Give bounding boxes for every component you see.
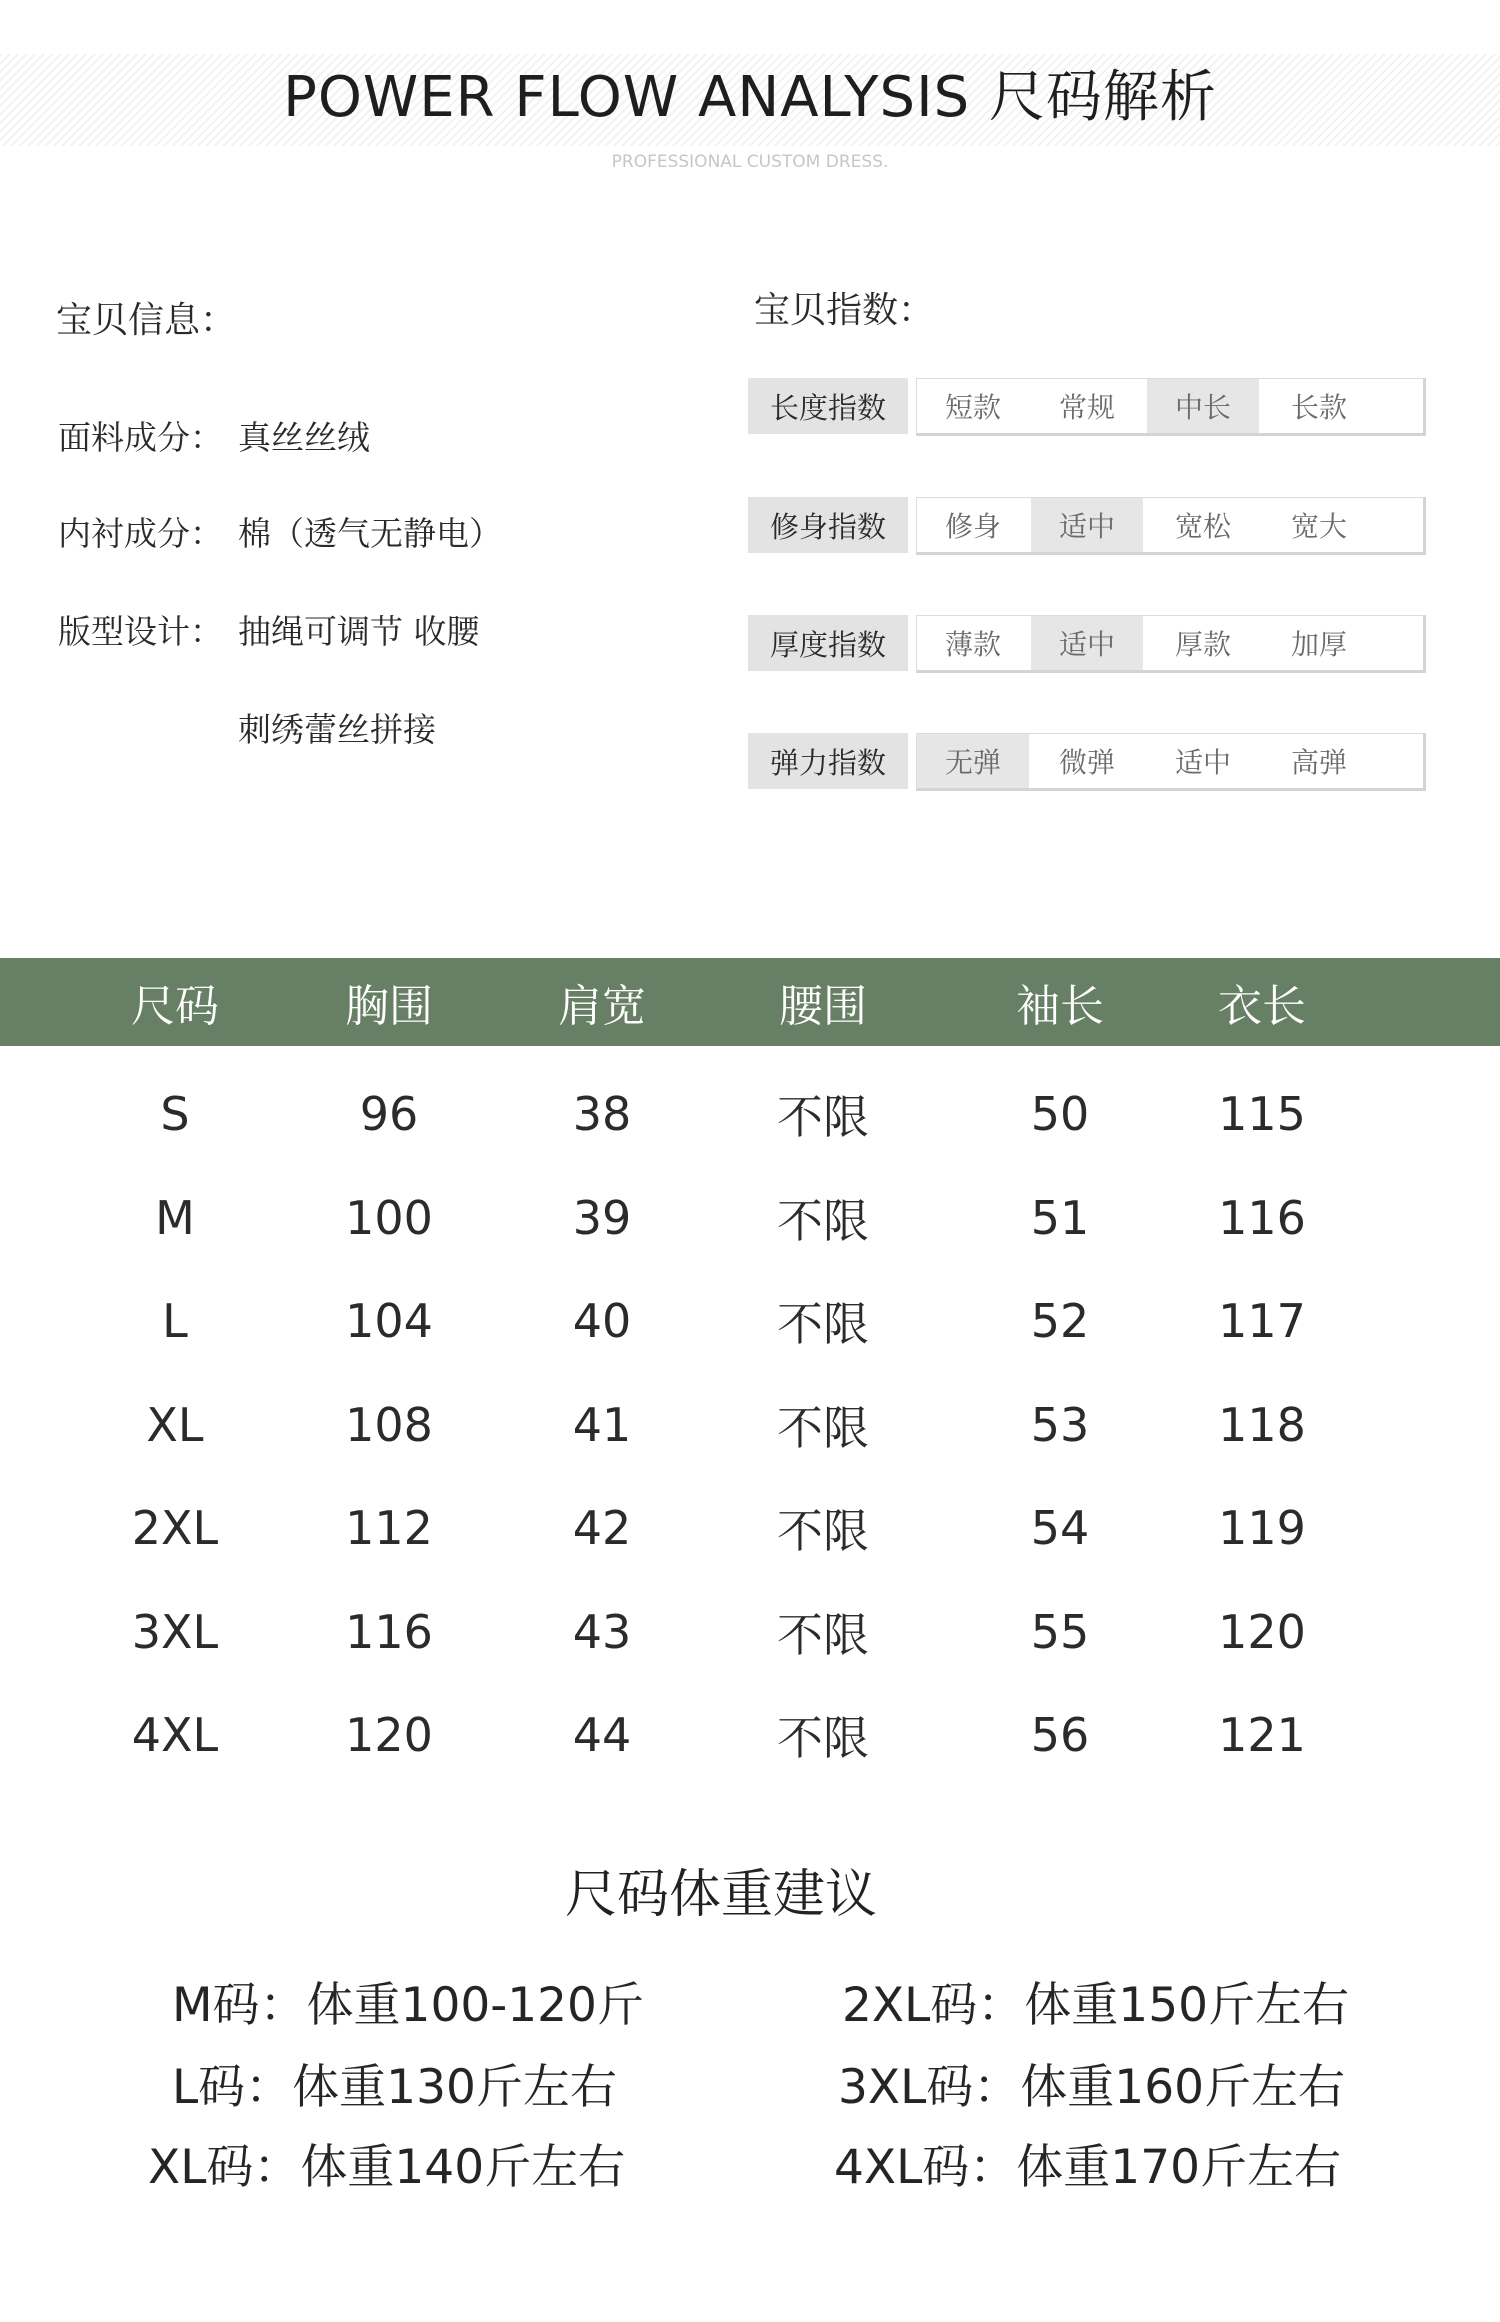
column-header: 衣长 — [1218, 981, 1306, 1032]
index-row — [748, 378, 1424, 436]
table-cell: 41 — [572, 1397, 632, 1452]
table-cell: XL — [146, 1397, 204, 1452]
table-cell: 44 — [572, 1708, 632, 1762]
index-option: 加厚 — [1290, 628, 1347, 661]
info-value: 抽绳可调节 收腰 — [238, 612, 480, 651]
table-cell: 53 — [1030, 1397, 1090, 1452]
info-row-design — [58, 606, 480, 653]
table-cell: 3XL — [131, 1604, 219, 1659]
table-row — [0, 1166, 1500, 1270]
table-row — [0, 1062, 1500, 1166]
table-cell: 不限 — [777, 1711, 869, 1765]
table-cell: 116 — [1218, 1190, 1306, 1245]
table-cell: 104 — [345, 1294, 433, 1348]
info-row-fabric — [58, 412, 370, 459]
weight-advice-item: M码：体重100-120斤 — [172, 1978, 644, 2033]
index-label: 厚度指数 — [748, 615, 908, 671]
page-title: POWER FLOW ANALYSIS 尺码解析 — [283, 65, 1217, 130]
column-header: 胸围 — [345, 981, 433, 1032]
table-cell: 不限 — [777, 1607, 869, 1662]
table-cell: 50 — [1030, 1087, 1090, 1141]
table-row — [0, 1373, 1500, 1477]
table-row — [0, 1476, 1500, 1580]
table-cell: 不限 — [777, 1297, 869, 1351]
table-cell: 55 — [1030, 1604, 1090, 1659]
table-cell: 120 — [345, 1708, 433, 1762]
index-scale — [916, 733, 1426, 791]
table-cell: 112 — [345, 1501, 433, 1555]
size-table-header — [0, 958, 1500, 1046]
index-option: 宽大 — [1290, 510, 1347, 543]
table-cell: 不限 — [777, 1090, 869, 1144]
weight-advice-item: 3XL码：体重160斤左右 — [838, 2060, 1345, 2115]
table-cell: 43 — [572, 1604, 632, 1659]
table-cell: 4XL — [131, 1708, 219, 1762]
index-label: 弹力指数 — [748, 733, 908, 789]
weight-advice-item: 4XL码：体重170斤左右 — [834, 2140, 1341, 2195]
table-cell: 118 — [1218, 1397, 1306, 1452]
table-cell: 不限 — [777, 1504, 869, 1558]
product-index-heading: 宝贝指数： — [754, 290, 935, 331]
weight-advice-item: XL码：体重140斤左右 — [148, 2140, 626, 2195]
table-cell: 96 — [359, 1087, 419, 1141]
index-option: 厚款 — [1174, 628, 1231, 661]
index-option-selected: 中长 — [1147, 379, 1259, 433]
table-cell: 不限 — [777, 1193, 869, 1248]
table-cell: 54 — [1030, 1501, 1090, 1555]
index-option: 微弹 — [1058, 746, 1115, 779]
info-key: 内衬成分： — [58, 514, 223, 553]
table-cell: 108 — [345, 1397, 433, 1452]
table-cell: 56 — [1030, 1708, 1090, 1762]
table-cell: 52 — [1030, 1294, 1090, 1348]
index-option-selected: 适中 — [1031, 616, 1143, 670]
table-cell: M — [155, 1190, 195, 1245]
index-option: 修身 — [944, 510, 1001, 543]
table-cell: 100 — [345, 1190, 433, 1245]
index-option: 高弹 — [1290, 746, 1347, 779]
info-value: 刺绣蕾丝拼接 — [238, 710, 436, 749]
info-key: 面料成分： — [58, 418, 223, 457]
table-cell: L — [162, 1294, 188, 1348]
table-cell: 116 — [345, 1604, 433, 1659]
index-option: 常规 — [1058, 391, 1115, 424]
index-option: 宽松 — [1174, 510, 1231, 543]
info-row-lining — [58, 508, 502, 555]
table-cell: 2XL — [131, 1501, 219, 1555]
index-label: 修身指数 — [748, 497, 908, 553]
table-cell: 38 — [572, 1087, 632, 1141]
column-header: 腰围 — [779, 981, 867, 1032]
table-cell: 39 — [572, 1190, 632, 1245]
table-row — [0, 1683, 1500, 1787]
index-option-selected: 适中 — [1031, 498, 1143, 552]
table-row — [0, 1580, 1500, 1684]
weight-advice-title: 尺码体重建议 — [564, 1865, 877, 1925]
column-header: 肩宽 — [558, 981, 646, 1032]
table-cell: 119 — [1218, 1501, 1306, 1555]
index-label: 长度指数 — [748, 378, 908, 434]
table-cell: 115 — [1218, 1087, 1306, 1141]
index-option: 适中 — [1174, 746, 1231, 779]
index-scale — [916, 497, 1426, 555]
table-cell: 121 — [1218, 1708, 1306, 1762]
info-value: 棉（透气无静电） — [238, 514, 502, 553]
table-cell: 51 — [1030, 1190, 1090, 1245]
table-cell: 40 — [572, 1294, 632, 1348]
table-cell: S — [160, 1087, 190, 1141]
table-cell: 120 — [1218, 1604, 1306, 1659]
index-option: 短款 — [944, 391, 1001, 424]
index-scale — [916, 615, 1426, 673]
column-header: 袖长 — [1016, 981, 1104, 1032]
index-row — [748, 733, 1424, 791]
table-cell: 不限 — [777, 1400, 869, 1455]
index-option: 薄款 — [944, 628, 1001, 661]
table-row — [0, 1269, 1500, 1373]
weight-advice-item: L码：体重130斤左右 — [172, 2060, 617, 2115]
product-info-heading: 宝贝信息： — [56, 300, 237, 341]
column-header: 尺码 — [131, 981, 219, 1032]
index-row — [748, 615, 1424, 673]
index-option-selected: 无弹 — [917, 734, 1029, 788]
table-cell: 117 — [1218, 1294, 1306, 1348]
info-row-design-continued — [238, 704, 436, 751]
info-value: 真丝丝绒 — [238, 418, 370, 457]
index-option: 长款 — [1290, 391, 1347, 424]
weight-advice-item: 2XL码：体重150斤左右 — [842, 1978, 1349, 2033]
info-key: 版型设计： — [58, 612, 223, 651]
page-subtitle: PROFESSIONAL CUSTOM DRESS. — [611, 152, 889, 172]
index-scale — [916, 378, 1426, 436]
table-cell: 42 — [572, 1501, 632, 1555]
index-row — [748, 497, 1424, 555]
